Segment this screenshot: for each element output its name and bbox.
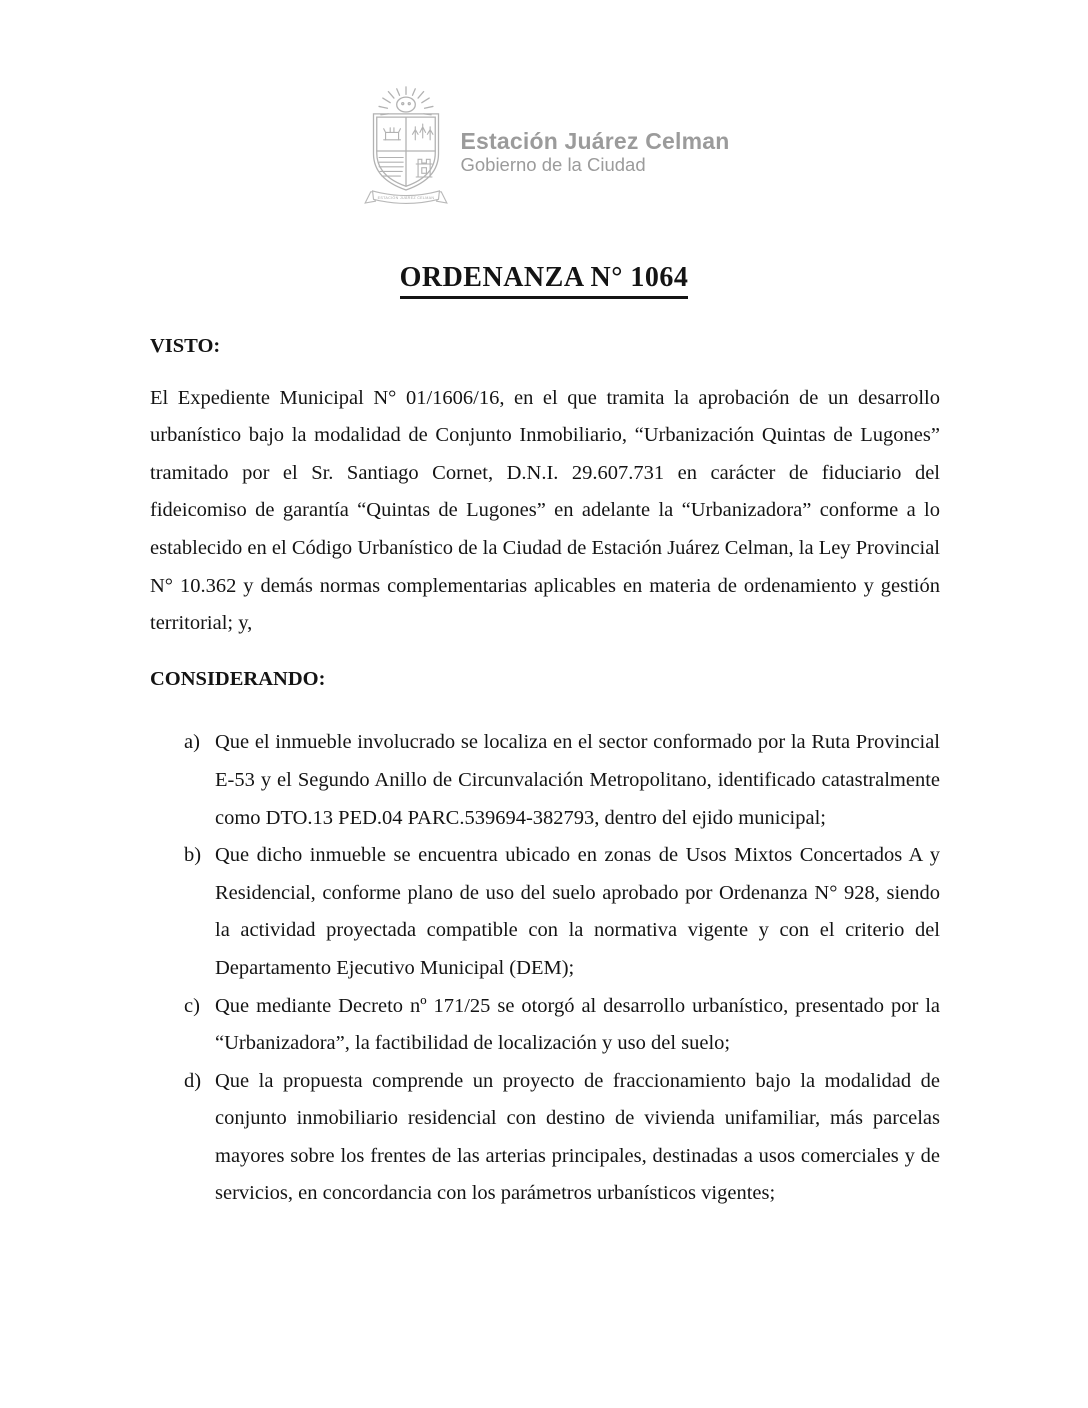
considerando-heading: CONSIDERANDO: xyxy=(150,667,326,690)
header xyxy=(0,86,1088,216)
station-emblem-icon xyxy=(384,128,401,140)
document-title: ORDENANZA N° 1064 xyxy=(400,263,689,299)
consideration-item-b xyxy=(150,837,940,987)
bars-emblem-icon xyxy=(380,158,404,177)
consideration-item-a xyxy=(150,724,940,837)
org-subtitle: Gobierno de la Ciudad xyxy=(460,154,646,175)
list-marker: d) xyxy=(184,1069,202,1092)
consideration-item-d xyxy=(150,1063,940,1213)
sun-rays-icon xyxy=(380,87,434,115)
consideration-text: Que mediante Decreto nº 171/25 se otorgó al desarrollo urbanístico, presentado por la “Urbanizadora”, la factibilidad de localización y uso del suelo; xyxy=(215,994,940,1055)
consideration-item-c xyxy=(150,988,940,1063)
ribbon-text: ESTACIÓN JUÁREZ CELMAN xyxy=(378,195,435,200)
list-marker: a) xyxy=(184,731,200,754)
city-coat-of-arms-icon xyxy=(358,86,454,216)
visto-paragraph: El Expediente Municipal N° 01/1606/16, en el que tramita la aprobación de un desarrollo urbanístico bajo la modalidad de Conjunto Inmobiliario, “Urbanización Quintas de Lugones” tramitado por el Sr. Santiago Cornet, D.N.I. 29.607.731 en carácter de fiduciario del fideicomiso de garantía “Quintas de Lugones” en adelante la “Urbanizadora” conforme a lo establecido en el Código Urbanístico de la Ciudad de Estación Juárez Celman, la Ley Provincial N° 10.362 y demás normas complementarias aplicables en materia de ordenamiento y gestión territorial; y, xyxy=(150,386,940,635)
considerations-list xyxy=(150,724,940,1213)
consideration-text: Que el inmueble involucrado se localiza en el sector conformado por la Ruta Provincial E-53 y el Segundo Anillo de Circunvalación Metropolitano, identificado catastralmente como DTO.13 PED.04 PARC.539694-382793, dentro del ejido municipal; xyxy=(215,731,940,829)
sun-face-icon xyxy=(397,97,416,112)
trees-emblem-icon xyxy=(413,124,433,140)
consideration-text: Que la propuesta comprende un proyecto de fraccionamiento bajo la modalidad de conjunto inmobiliario residencial con destino de vivienda unifamiliar, más parcelas mayores sobre los frentes de las arterias principales, destinadas a usos comerciales y de servicios, en concordancia con los parámetros urbanísticos vigentes; xyxy=(215,1069,940,1205)
title-wrap xyxy=(0,263,1088,299)
document-body xyxy=(150,328,940,1213)
visto-heading: VISTO: xyxy=(150,335,221,357)
list-marker: b) xyxy=(184,844,202,867)
org-text-block xyxy=(460,86,729,175)
tower-emblem-icon xyxy=(417,159,433,177)
org-name: Estación Juárez Celman xyxy=(460,128,730,154)
list-marker: c) xyxy=(184,994,200,1017)
consideration-text: Que dicho inmueble se encuentra ubicado en zonas de Usos Mixtos Concertados A y Residencial, conforme plano de uso del suelo aprobado por Ordenanza N° 928, siendo la actividad proyectada compatible con la normativa vigente y con el criterio del Departamento Ejecutivo Municipal (DEM); xyxy=(215,844,940,979)
